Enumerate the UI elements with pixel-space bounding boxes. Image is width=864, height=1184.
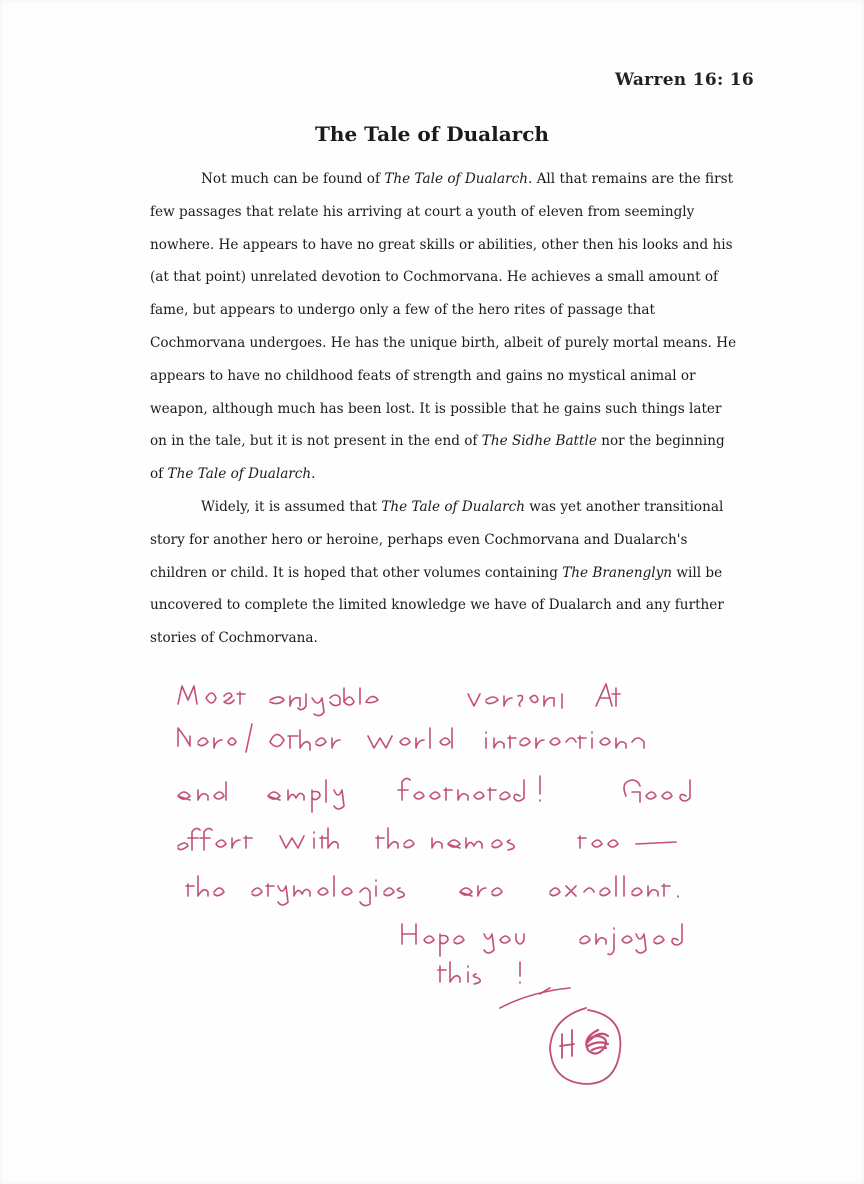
- text-run: Widely, it is assumed that: [201, 498, 382, 515]
- text-run: appears to have no childhood feats of strength and gains no mystical animal or: [150, 367, 696, 384]
- text-run: children or child. It is hoped that other volumes containing: [150, 564, 563, 581]
- text-run: (at that point) unrelated devotion to Cochmorvana. He achieves a small amount of: [150, 269, 719, 286]
- comment-line: [175, 724, 735, 776]
- comment-line: [175, 984, 735, 1036]
- document-title: The Tale of Dualarch: [315, 122, 549, 146]
- comment-line: [175, 880, 735, 932]
- text-run: on in the tale, but it is not present in the end of: [150, 433, 482, 450]
- text-run: uncovered to complete the limited knowledge we have of Dualarch and any further: [150, 597, 724, 614]
- grade-mark: [175, 1036, 735, 1088]
- comment-line: [175, 828, 735, 880]
- italic-title: The Tale of Dualarch: [381, 498, 525, 515]
- page-reference: Warren 16: 16: [614, 70, 754, 90]
- text-run: will be: [672, 564, 723, 581]
- text-run: of: [150, 466, 168, 483]
- italic-title: The Tale of Dualarch.: [384, 171, 533, 187]
- text-run: few passages that relate his arriving at court a youth of eleven from seemingly: [150, 203, 695, 220]
- text-run: weapon, although much has been lost. It is possible that he gains such things later: [150, 400, 722, 417]
- text-run: story for another hero or heroine, perhaps even Cochmorvana and Dualarch's: [150, 531, 688, 548]
- comment-line: [175, 672, 735, 724]
- text-run: fame, but appears to undergo only a few of the hero rites of passage that: [150, 302, 655, 319]
- text-run: nor the beginning: [596, 433, 725, 450]
- text-run: Cochmorvana undergoes. He has the unique birth, albeit of purely mortal means. He: [150, 334, 737, 351]
- text-run: Not much can be found of: [201, 171, 385, 187]
- comment-line: [175, 776, 735, 828]
- comment-line: [175, 932, 735, 984]
- text-run: nowhere. He appears to have no great skills or abilities, other then his looks and his: [150, 236, 733, 253]
- text-run: stories of Cochmorvana.: [150, 630, 318, 647]
- italic-title: The Tale of Dualarch.: [167, 466, 316, 483]
- italic-title: The Branenglyn: [562, 564, 673, 581]
- italic-title: The Sidhe Battle: [481, 433, 597, 450]
- text-run: All that remains are the first: [532, 171, 734, 187]
- text-run: was yet another transitional: [524, 498, 724, 515]
